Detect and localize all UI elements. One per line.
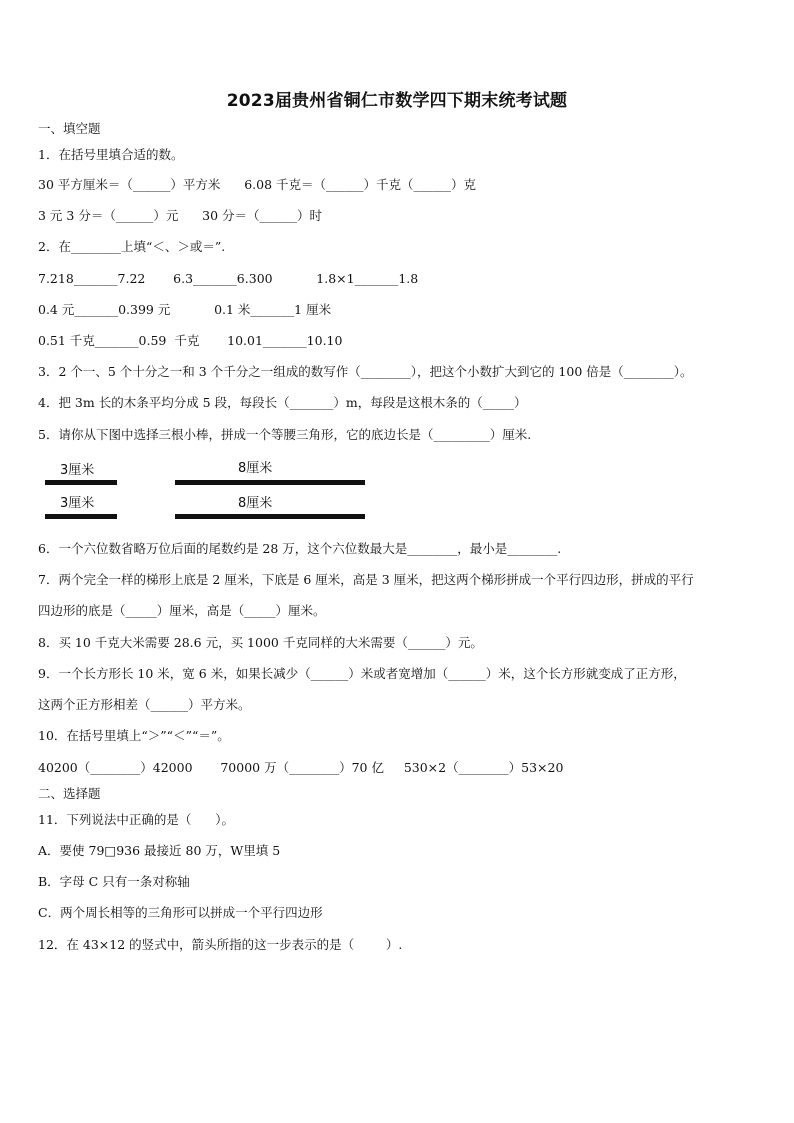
question-2-row-3: 0.51 千克_______0.59 千克 10.01_______10.10 <box>38 333 343 348</box>
question-1-line-a: 30 平方厘米＝（______）平方米 6.08 千克＝（______）千克（______）克 <box>38 177 477 192</box>
question-9-line-1: 9．一个长方形长 10 米，宽 6 米，如果长减少（______）米或者宽增加（______）米，这个长方形就变成了正方形， <box>38 666 686 681</box>
question-2-prompt: 2．在________上填“＜、＞或＝”. <box>38 239 226 254</box>
question-9-line-2: 这两个正方形相差（______）平方米。 <box>38 697 251 712</box>
section-heading-fill-blank: 一、填空题 <box>38 121 101 136</box>
stick-3cm <box>45 514 117 519</box>
question-11-option-c: C．两个周长相等的三角形可以拼成一个平行四边形 <box>38 905 323 920</box>
stick-label: 3厘米 <box>60 463 95 478</box>
stick-8cm <box>175 480 365 485</box>
question-2-row-2: 0.4 元_______0.399 元 0.1 米_______1 厘米 <box>38 302 332 317</box>
question-10-prompt: 10．在括号里填上“＞”“＜”“＝”。 <box>38 728 230 743</box>
stick-label: 8厘米 <box>238 496 273 511</box>
question-6: 6．一个六位数省略万位后面的尾数约是 28 万，这个六位数最大是________，最小是________. <box>38 541 562 556</box>
question-11-option-b: B．字母 C 只有一条对称轴 <box>38 874 190 889</box>
stick-label: 3厘米 <box>60 496 95 511</box>
question-5: 5．请你从下图中选择三根小棒，拼成一个等腰三角形，它的底边长是（_________）厘米. <box>38 427 532 442</box>
question-11-option-a: A．要使 79□936 最接近 80 万，W里填 5 <box>38 843 281 858</box>
section-heading-multiple-choice: 二、选择题 <box>38 786 101 801</box>
question-7-line-2: 四边形的底是（_____）厘米，高是（_____）厘米。 <box>38 603 326 618</box>
question-10-row: 40200（________）42000 70000 万（________）70 亿 530×2（________）53×20 <box>38 760 564 775</box>
question-3: 3．2 个一、5 个十分之一和 3 个千分之一组成的数写作（________），把这个小数扩大到它的 100 倍是（________）。 <box>38 364 693 379</box>
exam-title: 2023届贵州省铜仁市数学四下期末统考试题 <box>226 91 568 111</box>
question-1-prompt: 1．在括号里填合适的数。 <box>38 147 184 162</box>
question-7-line-1: 7．两个完全一样的梯形上底是 2 厘米，下底是 6 厘米，高是 3 厘米，把这两个梯形拼成一个平行四边形，拼成的平行 <box>38 572 694 587</box>
question-1-line-b: 3 元 3 分＝（______）元 30 分＝（______）时 <box>38 208 323 223</box>
question-11-prompt: 11．下列说法中正确的是（ ）。 <box>38 812 234 827</box>
stick-8cm <box>175 514 365 519</box>
question-4: 4．把 3m 长的木条平均分成 5 段，每段长（_______）m，每段是这根木条的（_____） <box>38 395 527 410</box>
stick-3cm <box>45 480 117 485</box>
stick-label: 8厘米 <box>238 461 273 476</box>
question-8: 8．买 10 千克大米需要 28.6 元，买 1000 千克同样的大米需要（______）元。 <box>38 635 483 650</box>
question-2-row-1: 7.218_______7.22 6.3_______6.300 1.8×1_______1.8 <box>38 271 419 286</box>
question-12: 12．在 43×12 的竖式中，箭头所指的这一步表示的是（ ）. <box>38 937 403 952</box>
